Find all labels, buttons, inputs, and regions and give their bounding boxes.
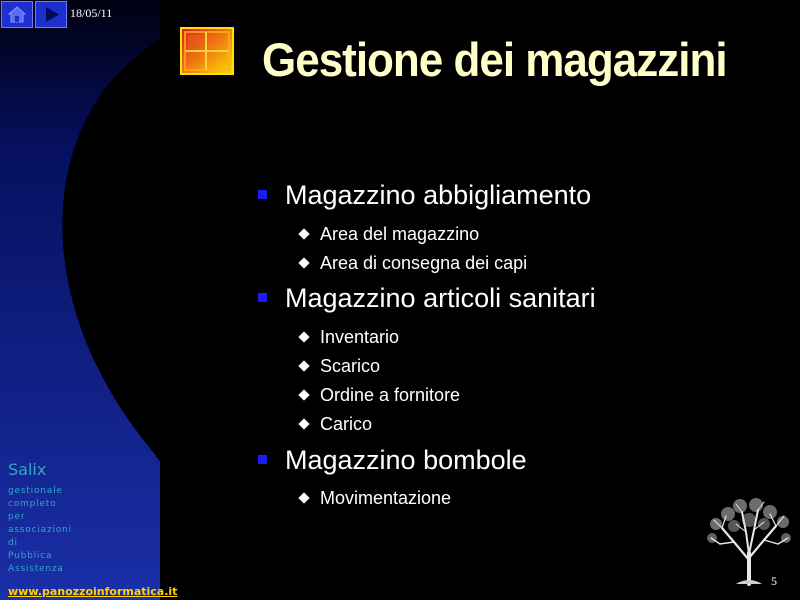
home-button[interactable] xyxy=(1,1,33,28)
tagline-line: completo xyxy=(8,499,57,509)
diamond-bullet-icon xyxy=(298,492,309,503)
sub-item: Inventario xyxy=(320,327,400,347)
home-icon xyxy=(2,2,32,27)
diamond-bullet-icon xyxy=(298,360,309,371)
tagline-line: gestionale xyxy=(8,486,63,496)
diamond-bullet-icon xyxy=(298,257,309,268)
tagline-line: di xyxy=(8,538,18,548)
tagline-line: per xyxy=(8,512,26,522)
window-logo-icon xyxy=(180,27,234,80)
website-link[interactable]: www.panozzoinformatica.it xyxy=(8,585,178,598)
sub-item: Movimentazione xyxy=(320,488,452,508)
tagline-line: Assistenza xyxy=(8,564,64,574)
sub-item: Ordine a fornitore xyxy=(320,385,461,405)
play-next-icon xyxy=(36,2,66,27)
diamond-bullet-icon xyxy=(298,331,309,342)
slide-date: 18/05/11 xyxy=(70,6,113,20)
sub-item: Area del magazzino xyxy=(320,224,480,244)
sub-item: Scarico xyxy=(320,356,381,376)
diamond-bullet-icon xyxy=(298,228,309,239)
sub-item: Carico xyxy=(320,414,373,434)
brand-block xyxy=(8,460,72,576)
square-bullet-icon xyxy=(258,455,267,464)
sub-item: Area di consegna dei capi xyxy=(320,253,528,273)
tree-icon xyxy=(706,498,792,591)
section-heading: Magazzino articoli sanitari xyxy=(285,283,596,313)
slide-title: Gestione dei magazzini xyxy=(262,34,727,87)
diamond-bullet-icon xyxy=(298,418,309,429)
brand-tagline xyxy=(8,485,72,576)
section-heading: Magazzino bombole xyxy=(285,445,527,475)
brand-name: Salix xyxy=(8,460,47,479)
section-heading: Magazzino abbigliamento xyxy=(285,180,592,210)
tagline-line: associazioni xyxy=(8,525,72,535)
next-slide-button[interactable] xyxy=(35,1,67,28)
square-bullet-icon xyxy=(258,190,267,199)
tagline-line: Pubblica xyxy=(8,551,53,561)
diamond-bullet-icon xyxy=(298,389,309,400)
square-bullet-icon xyxy=(258,293,267,302)
page-number: 5 xyxy=(771,574,777,588)
